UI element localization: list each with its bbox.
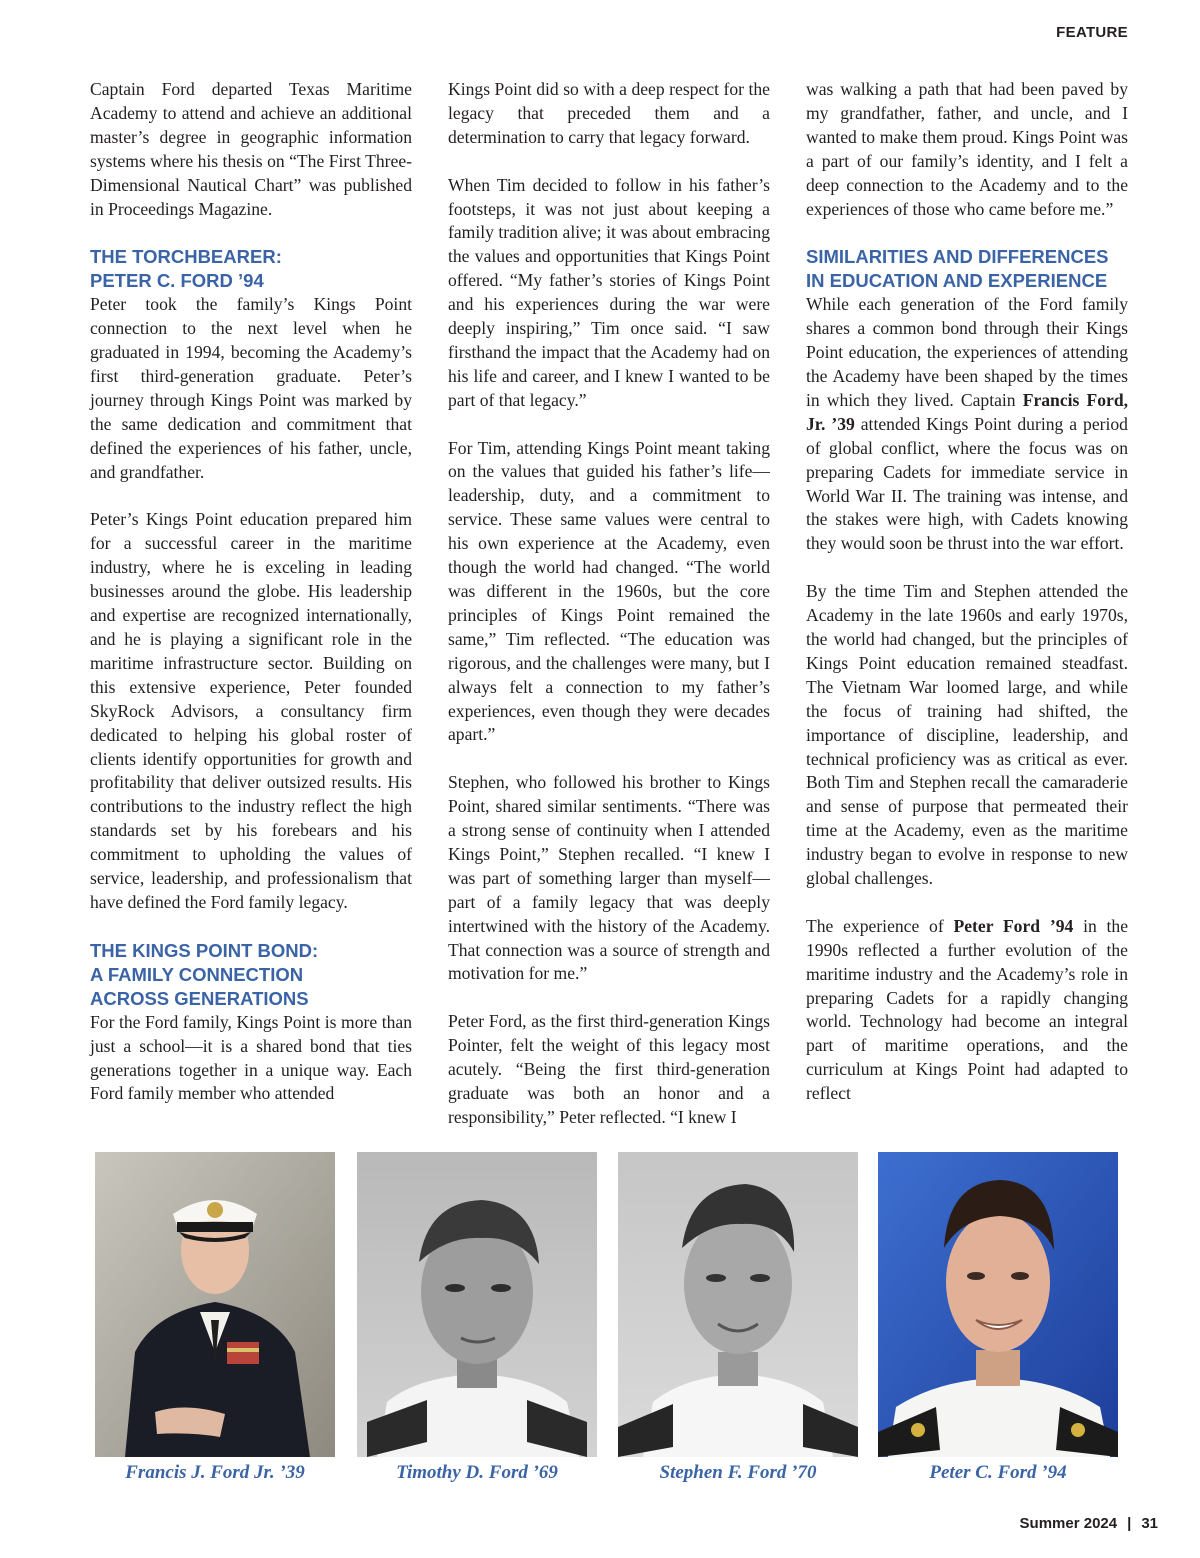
text-run: in the 1990s reflected a further evolution of the maritime industry and the Academy’s role in preparing Cadets for a rapidly changing world. Technology had become an integral part of maritime operations, and the curriculum at Kings Point had adapted to reflect [806,915,1128,1104]
portrait-photo-timothy [357,1152,597,1457]
heading-line: SIMILARITIES AND DIFFERENCES [806,246,1109,268]
paragraph: Kings Point did so with a deep respect for the legacy that preceded them and a determination to carry that legacy forward. [448,79,770,147]
paragraph: When Tim decided to follow in his father’s footsteps, it was not just about keeping a family tradition alive; it was about embracing the values and opportunities that Kings Point offered. “My father’s stories of Kings Point and his experiences during the war were deeply inspiring,” Tim once said. “I saw firsthand the impact that the Academy had on his life and career, and I knew I wanted to be part of that legacy.” [448,174,770,410]
text-run: While each generation of the Ford family shares a common bond through their Kings Point education, the experiences of attending the Academy have been shaped by the times in which they lived. Captain [806,294,1128,410]
section-heading-torchbearer [90,245,412,293]
paragraph: Peter Ford, as the first third-generation Kings Pointer, felt the weight of this legacy most acutely. “Being the first third-generation graduate was both an honor and a responsibility,” Peter reflected. “I knew I [448,1011,770,1127]
heading-line: THE TORCHBEARER: [90,246,282,268]
section-heading-kings-point-bond [90,939,412,1011]
footer-separator: | [1127,1515,1132,1532]
photo-caption: Timothy D. Ford ’69 [396,1462,558,1483]
heading-line: ACROSS GENERATIONS [90,987,309,1009]
person-name: Francis Ford, Jr. ’39 [806,389,1129,434]
issue-label: Summer 2024 [1019,1515,1118,1532]
paragraph: For the Ford family, Kings Point is more than just a school—it is a shared bond that ties generations together in a unique way. Each Ford family member who attended [90,1011,412,1104]
article-column-3 [806,78,1128,1106]
article-column-1 [90,78,412,1106]
heading-line: IN EDUCATION AND EXPERIENCE [806,270,1108,292]
page-number: 31 [1141,1515,1158,1532]
heading-line: PETER C. FORD ’94 [90,270,264,292]
paragraph: Peter took the family’s Kings Point connection to the next level when he graduated in 1994, becoming the Academy’s first third-generation graduate. Peter’s journey through Kings Point was marked by the same dedication and commitment that defined the experiences of his father, uncle, and grandfather. [90,294,412,482]
section-heading-similarities [806,245,1128,293]
paragraph: By the time Tim and Stephen attended the Academy in the late 1960s and early 1970s, the world had changed, but the principles of Kings Point education remained steadfast. The Vietnam War loomed large, and while the focus of training had shifted, the importance of discipline, leadership, and technical proficiency was as critical as ever. Both Tim and Stephen recall the camaraderie and sense of purpose that permeated their time at the Academy, even as the maritime industry began to evolve in response to new global challenges. [806,581,1128,889]
heading-line: THE KINGS POINT BOND: [90,939,319,961]
photo-caption: Peter C. Ford ’94 [929,1462,1067,1483]
paragraph: For Tim, attending Kings Point meant taking on the values that guided his father’s life—leadership, duty, and a commitment to service. These same values were central to his own experience at the Academy, even though the world had changed. “The world was different in the 1960s, but the core principles of Kings Point remained the same,” Tim reflected. “The education was rigorous, and the challenges were many, but I always felt a connection to my father’s experiences, even though they were decades apart.” [448,437,770,745]
section-label: FEATURE [1056,24,1128,41]
paragraph: Stephen, who followed his brother to Kings Point, shared similar sentiments. “There was a strong sense of continuity when I attended Kings Point,” Stephen recalled. “I knew I was part of something larger than myself—part of a family legacy that was deeply intertwined with the history of the Academy. That connection was a source of strength and motivation for me.” [448,772,770,984]
person-name: Peter Ford ’94 [953,915,1074,936]
photo-caption: Stephen F. Ford ’70 [659,1462,817,1483]
portrait-photo-francis [95,1152,335,1457]
photo-caption: Francis J. Ford Jr. ’39 [125,1462,305,1483]
portrait-photo-peter [878,1152,1118,1457]
article-column-2 [448,78,770,1130]
paragraph: Captain Ford departed Texas Maritime Academy to attend and achieve an additional master’s degree in geographic information systems where his thesis on “The First Three-Dimensional Nautical Chart” was published in Proceedings Magazine. [90,79,412,219]
paragraph [806,915,1128,1106]
paragraph: Peter’s Kings Point education prepared him for a successful career in the maritime industry, where he is exceling in leading businesses around the globe. His leadership and expertise are recognized internationally, and he is playing a significant role in the maritime infrastructure sector. Building on this extensive experience, Peter founded SkyRock Advisors, a consultancy firm dedicated to helping his global roster of clients identify opportunities for growth and profitability that deliver outsized results. His contributions to the industry reflect the high standards set by his forebears and his commitment to upholding the values of service, leadership, and professionalism that have defined the Ford family legacy. [90,509,412,912]
text-run: The experience of [806,915,944,936]
text-run: attended Kings Point during a period of global conflict, where the focus was on preparing Cadets for immediate service in World War II. The training was intense, and the stakes were high, with Cadets knowing they would soon be thrust into the war effort. [806,413,1128,554]
paragraph [806,293,1128,556]
page-footer [1020,1515,1158,1532]
portrait-photo-stephen [618,1152,858,1457]
heading-line: A FAMILY CONNECTION [90,963,304,985]
paragraph: was walking a path that had been paved by my grandfather, father, and uncle, and I wanted to make them proud. Kings Point was a part of our family’s identity, and I felt a deep connection to the Academy and to the experiences of those who came before me.” [806,79,1128,219]
